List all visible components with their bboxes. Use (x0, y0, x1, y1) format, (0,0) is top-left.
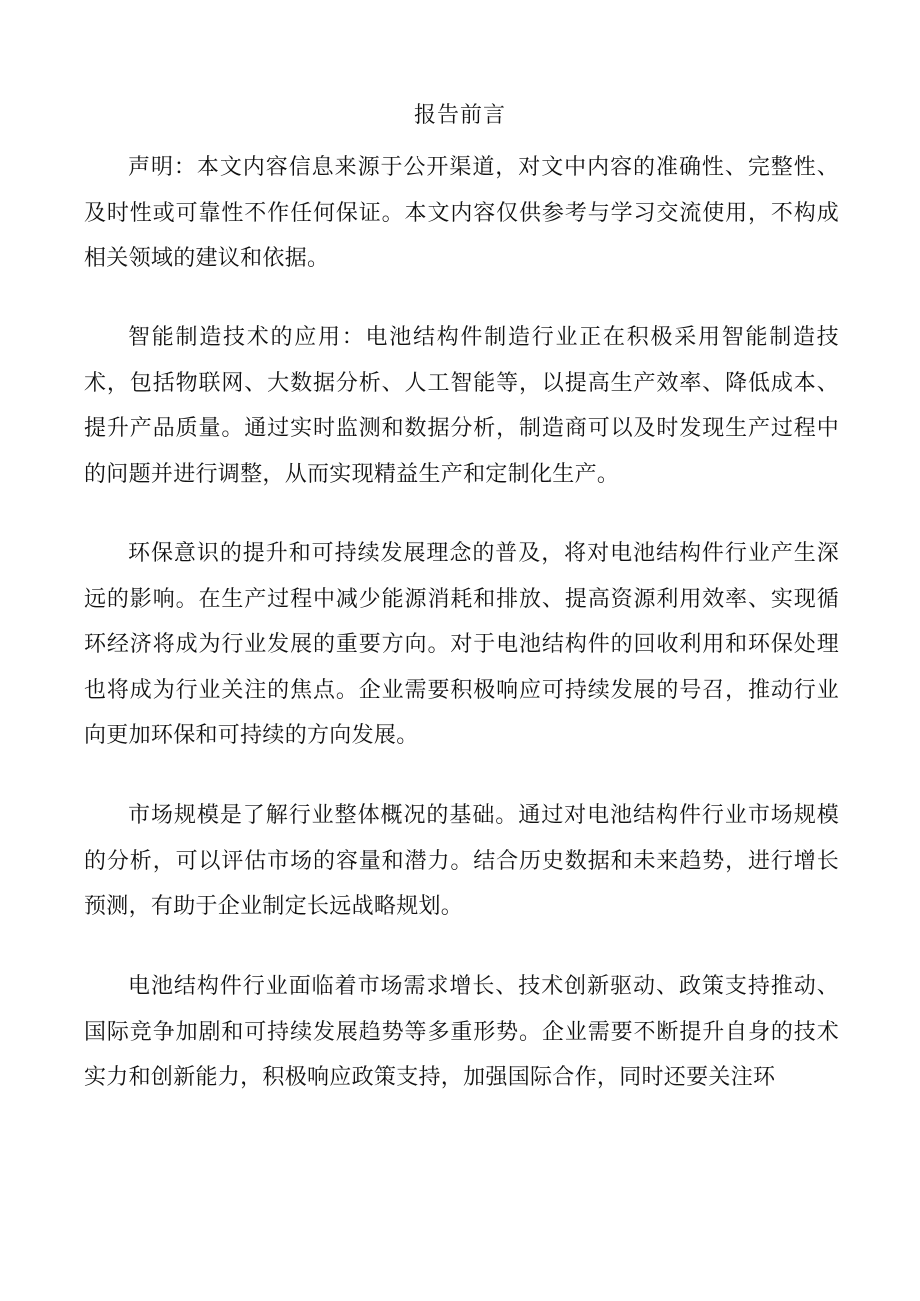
market-size-paragraph: 市场规模是了解行业整体概况的基础。通过对电池结构件行业市场规模的分析，可以评估市场的容量和潜力。结合历史数据和未来趋势，进行增长预测，有助于企业制定长远战略规划。 (84, 803, 839, 919)
sustainability-paragraph: 环保意识的提升和可持续发展理念的普及，将对电池结构件行业产生深远的影响。在生产过程中减少能源消耗和排放、提高资源利用效率、实现循环经济将成为行业发展的重要方向。对于电池结构件的回收利用和环保处理也将成为行业关注的焦点。企业需要积极响应可持续发展的号召，推动行业向更加环保和可持续的方向发展。 (84, 541, 839, 748)
industry-situation-paragraph: 电池结构件行业面临着市场需求增长、技术创新驱动、政策支持推动、国际竞争加剧和可持续发展趋势等多重形势。企业需要不断提升自身的技术实力和创新能力，积极响应政策支持，加强国际合作，同时还要关注环 (84, 974, 839, 1090)
intelligent-manufacturing-paragraph: 智能制造技术的应用：电池结构件制造行业正在积极采用智能制造技术，包括物联网、大数据分析、人工智能等，以提高生产效率、降低成本、提升产品质量。通过实时监测和数据分析，制造商可以及时发现生产过程中的问题并进行调整，从而实现精益生产和定制化生产。 (84, 325, 839, 487)
document-title: 报告前言 (413, 103, 506, 128)
disclaimer-paragraph: 声明：本文内容信息来源于公开渠道，对文中内容的准确性、完整性、及时性或可靠性不作任何保证。本文内容仅供参考与学习交流使用，不构成相关领域的建议和依据。 (84, 155, 839, 271)
